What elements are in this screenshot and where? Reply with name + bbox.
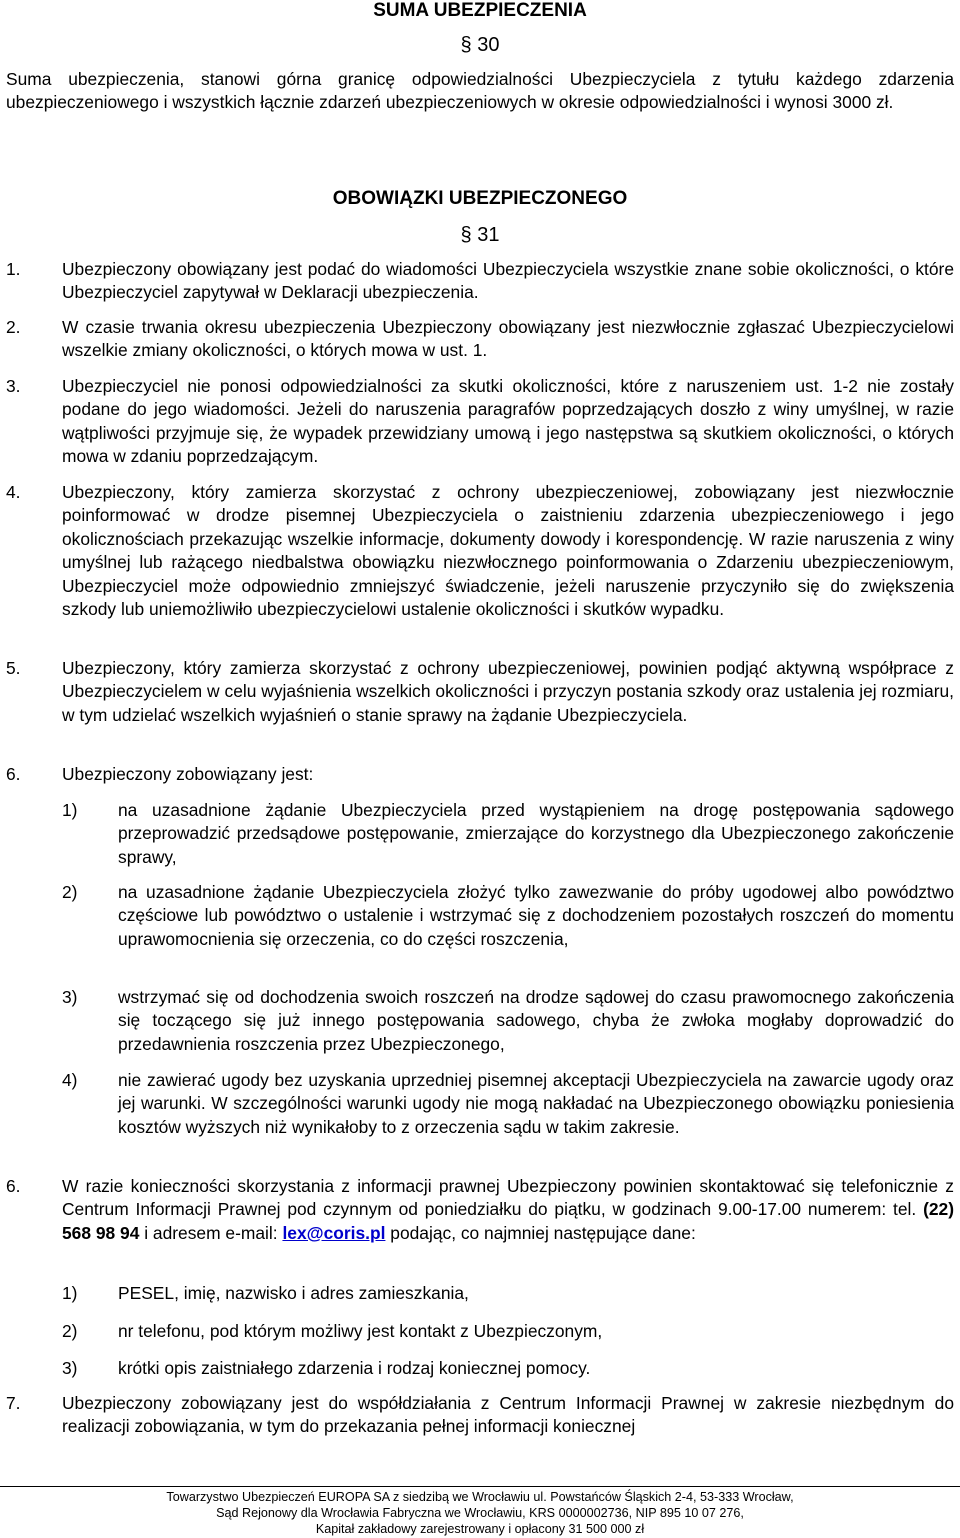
item-number: 4. [6,482,21,502]
item-text: Ubezpieczony, który zamierza skorzystać z ochrony ubezpieczeniowej, zobowiązany jest niezwłocznie poinformować w drodze pisemnej Ubezpieczyciela o zaistnieniu zdarzenia ubezpieczeniowego i jego okolicznościach przekazując wszelkie informacje, dokumenty dowody i korespondencję. W razie naruszenia z winy umyślnej lub rażącego niedbalstwa obowiązku niezwłocznego poinformowania o Zdarzeniu ubezpieczeniowym, Ubezpieczyciel może odpowiednio zmniejszyć świadczenie, jeżeli naruszenie przyczyniło się do zwiększenia szkody lub uniemożliwiło ubezpieczycielowi ustalenie okoliczności i skutków wypadku. [62,482,954,620]
section-title-duties: OBOWIĄZKI UBEZPIECZONEGO [332,188,628,209]
item-number: 6. [6,764,21,784]
footer-line-2: Sąd Rejonowy dla Wrocławia Fabryczna we Wrocławiu, KRS 0000002736, NIP 895 10 07 276, [216,1506,744,1520]
phone-number: (22) 568 98 94 [62,1199,954,1243]
sub-item-text: krótki opis zaistniałego zdarzenia i rodzaj koniecznej pomocy. [118,1358,591,1378]
section-title-sum: SUMA UBEZPIECZENIA [373,0,587,21]
footer-divider [0,1486,960,1487]
item-text: Ubezpieczyciel nie ponosi odpowiedzialności za skutki okoliczności, które z naruszeniem ust. 1-2 nie zostały podane do jego wiadomości. Jeżeli do naruszenia paragrafów poprzedzających doszło z winy umyślnej, w razie wątpliwości przyjmuje się, że wypadek przewidziany umową i jego następstwa są skutkiem okoliczności, o których mowa w zdaniu poprzedzającym. [62,376,954,467]
contact-outro: podając, co najmniej następujące dane: [390,1222,696,1243]
item-text: Ubezpieczony zobowiązany jest do współdziałania z Centrum Informacji Prawnej w zakresie niezbędnym do realizacji zobowiązania, w tym do przekazania pełnej informacji koniecznej [62,1393,954,1437]
sub-item-text: nr telefonu, pod którym możliwy jest kontakt z Ubezpieczonym, [118,1321,603,1341]
contact-intro: W razie konieczności skorzystania z informacji prawnej Ubezpieczony powinien skontaktować się telefonicznie z Centrum Informacji Prawnej pod czynnym od poniedziałku do piątku, w godzinach 9.00-17.00 numerem: tel. [62,1176,954,1220]
sub-item-number: 1) [62,1283,78,1303]
sub-item-number: 1) [62,800,78,820]
sub-item-text: nie zawierać ugody bez uzyskania uprzedniej pisemnej akceptacji Ubezpieczyciela na zawarcie ugody oraz jej warunki. W szczególności warunki ugody nie mogą nakładać na Ubezpieczonego obowiązku poniesienia kosztów wyższych niż wynikałoby to z orzeczenia sądu w takim zakresie. [118,1070,954,1137]
item-number: 7. [6,1393,21,1413]
sub-item-text: na uzasadnione żądanie Ubezpieczyciela złożyć tylko zawezwanie do próby ugodowej albo powództwo częściowe lub powództwo o ustalenie i wstrzymać się z dochodzeniem pozostałych roszczeń do momentu uprawomocnienia się orzeczenia, co do części roszczenia, [118,882,954,949]
sub-item-text: na uzasadnione żądanie Ubezpieczyciela przed wystąpieniem na drogę postępowania sądowego przeprowadzić przedsądowe postępowanie, zmierzające do korzystnego dla Ubezpieczonego zakończenie sprawy, [118,800,954,867]
paragraph-number-30: § 30 [460,34,500,56]
email-label: i adresem e-mail: [144,1222,278,1243]
item-number: 1. [6,259,21,279]
intro-paragraph: Suma ubezpieczenia, stanowi górna granicę odpowiedzialności Ubezpieczyciela z tytułu każdego zdarzenia ubezpieczeniowego i wszystkich łącznie zdarzeń ubezpieczeniowych w okresie odpowiedzialności i wynosi 3000 zł. [6,69,954,113]
sub-item-number: 2) [62,1321,78,1341]
item-text: Ubezpieczony obowiązany jest podać do wiadomości Ubezpieczyciela wszystkie znane sobie okoliczności, o które Ubezpieczyciel zapytywał w Deklaracji ubezpieczenia. [62,259,954,303]
sub-item-number: 3) [62,1358,78,1378]
item-number: 5. [6,658,21,678]
footer-line-3: Kapitał zakładowy zarejestrowany i opłacony 31 500 000 zł [315,1522,645,1536]
item-text: W czasie trwania okresu ubezpieczenia Ubezpieczony obowiązany jest niezwłocznie zgłaszać Ubezpieczycielowi wszelkie zmiany okoliczności, o których mowa w ust. 1. [62,317,954,361]
footer-line-1: Towarzystwo Ubezpieczeń EUROPA SA z siedzibą we Wrocławiu ul. Powstańców Śląskich 2-4, 53-333 Wrocław, [166,1490,794,1504]
email-link[interactable]: lex@coris.pl [282,1222,386,1243]
sub-item-number: 4) [62,1070,78,1090]
item-text: Ubezpieczony, który zamierza skorzystać z ochrony ubezpieczeniowej, powinien podjąć aktywną współprace z Ubezpieczycielem w celu wyjaśnienia wszelkich okoliczności i przyczyn postania szkody oraz ustalenia jej rozmiaru, w tym udzielać wszelkich wyjaśnień o stanie sprawy na żądanie Ubezpieczyciela. [62,658,954,725]
paragraph-number-31: § 31 [460,224,500,246]
sub-item-text: PESEL, imię, nazwisko i adres zamieszkania, [118,1283,469,1303]
item-text-contact [62,1175,954,1245]
item-text: Ubezpieczony zobowiązany jest: [62,764,314,784]
sub-item-number: 3) [62,987,78,1007]
sub-item-text: wstrzymać się od dochodzenia swoich roszczeń na drodze sądowej do czasu prawomocnego zakończenia się toczącego się już innego postępowania sadowego, chyba że zwłoka mogłaby doprowadzić do przedawnienia roszczenia przez Ubezpieczonego, [118,987,954,1054]
sub-item-number: 2) [62,882,78,902]
item-number: 2. [6,317,21,337]
item-number: 3. [6,376,21,396]
item-number: 6. [6,1176,21,1196]
